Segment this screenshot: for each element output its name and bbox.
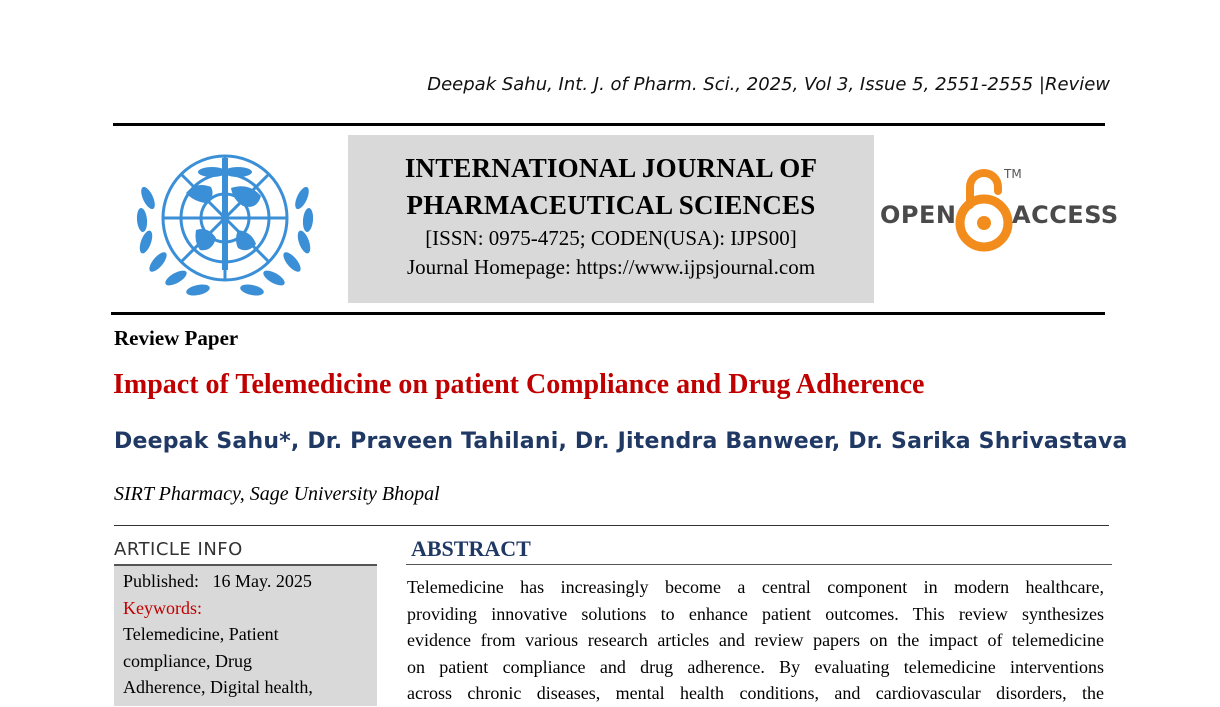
abstract-line: across chronic diseases, mental health conditions, and cardiovascular disorders, the — [407, 683, 1104, 703]
header-bottom-rule — [111, 312, 1105, 315]
journal-name-line-2: PHARMACEUTICAL SCIENCES — [406, 190, 816, 220]
header-top-rule — [113, 123, 1105, 126]
keywords-line: compliance, Drug — [123, 650, 252, 671]
journal-masthead — [348, 135, 874, 303]
abstract-body — [407, 574, 1104, 707]
keywords-line: Telemedicine, Patient — [123, 624, 279, 644]
journal-issn: [ISSN: 0975-4725; CODEN(USA): IJPS00] — [425, 226, 797, 250]
open-access-open-text: OPEN — [880, 201, 957, 229]
published-row — [123, 568, 377, 595]
keywords-line: Adherence, Digital health, — [123, 677, 313, 697]
abstract-line: evidence from various research articles and review papers on the impact of telemedicine — [407, 630, 1104, 650]
abstract-line: providing innovative solutions to enhance patient outcomes. This review synthesizes — [407, 603, 1104, 624]
open-access-access-text: ACCESS — [1012, 201, 1119, 229]
published-date: 16 May. 2025 — [212, 571, 312, 591]
running-head: Deepak Sahu, Int. J. of Pharm. Sci., 2025, Vol 3, Issue 5, 2551-2555 |Review — [427, 74, 1110, 95]
journal-name — [348, 150, 874, 224]
journal-name-line-1: INTERNATIONAL JOURNAL OF — [404, 153, 818, 183]
article-info-box — [114, 566, 377, 706]
abstract-heading: ABSTRACT — [411, 536, 531, 561]
journal-homepage: Journal Homepage: https://www.ijpsjournal.com — [406, 255, 816, 279]
abstract-line: Telemedicine has increasingly become a central component in modern healthcare, — [407, 577, 1104, 597]
affiliation: SIRT Pharmacy, Sage University Bhopal — [114, 483, 440, 505]
abstract-line: on patient compliance and drug adherence. By evaluating telemedicine interventions — [407, 656, 1104, 677]
abstract-rule — [406, 564, 1112, 565]
paper-title: Impact of Telemedicine on patient Compliance and Drug Adherence — [113, 369, 925, 400]
trademark-mark: TM — [1004, 167, 1022, 181]
un-emblem-logo — [126, 138, 324, 306]
keywords-label: Keywords: — [123, 597, 202, 618]
section-divider — [114, 525, 1109, 526]
open-access-logo — [880, 165, 1119, 255]
author-list: Deepak Sahu*, Dr. Praveen Tahilani, Dr. Jitendra Banweer, Dr. Sarika Shrivastava — [114, 429, 1128, 454]
published-label: Published: — [123, 571, 200, 591]
article-info-heading: ARTICLE INFO — [114, 539, 243, 560]
paper-type: Review Paper — [114, 326, 239, 350]
